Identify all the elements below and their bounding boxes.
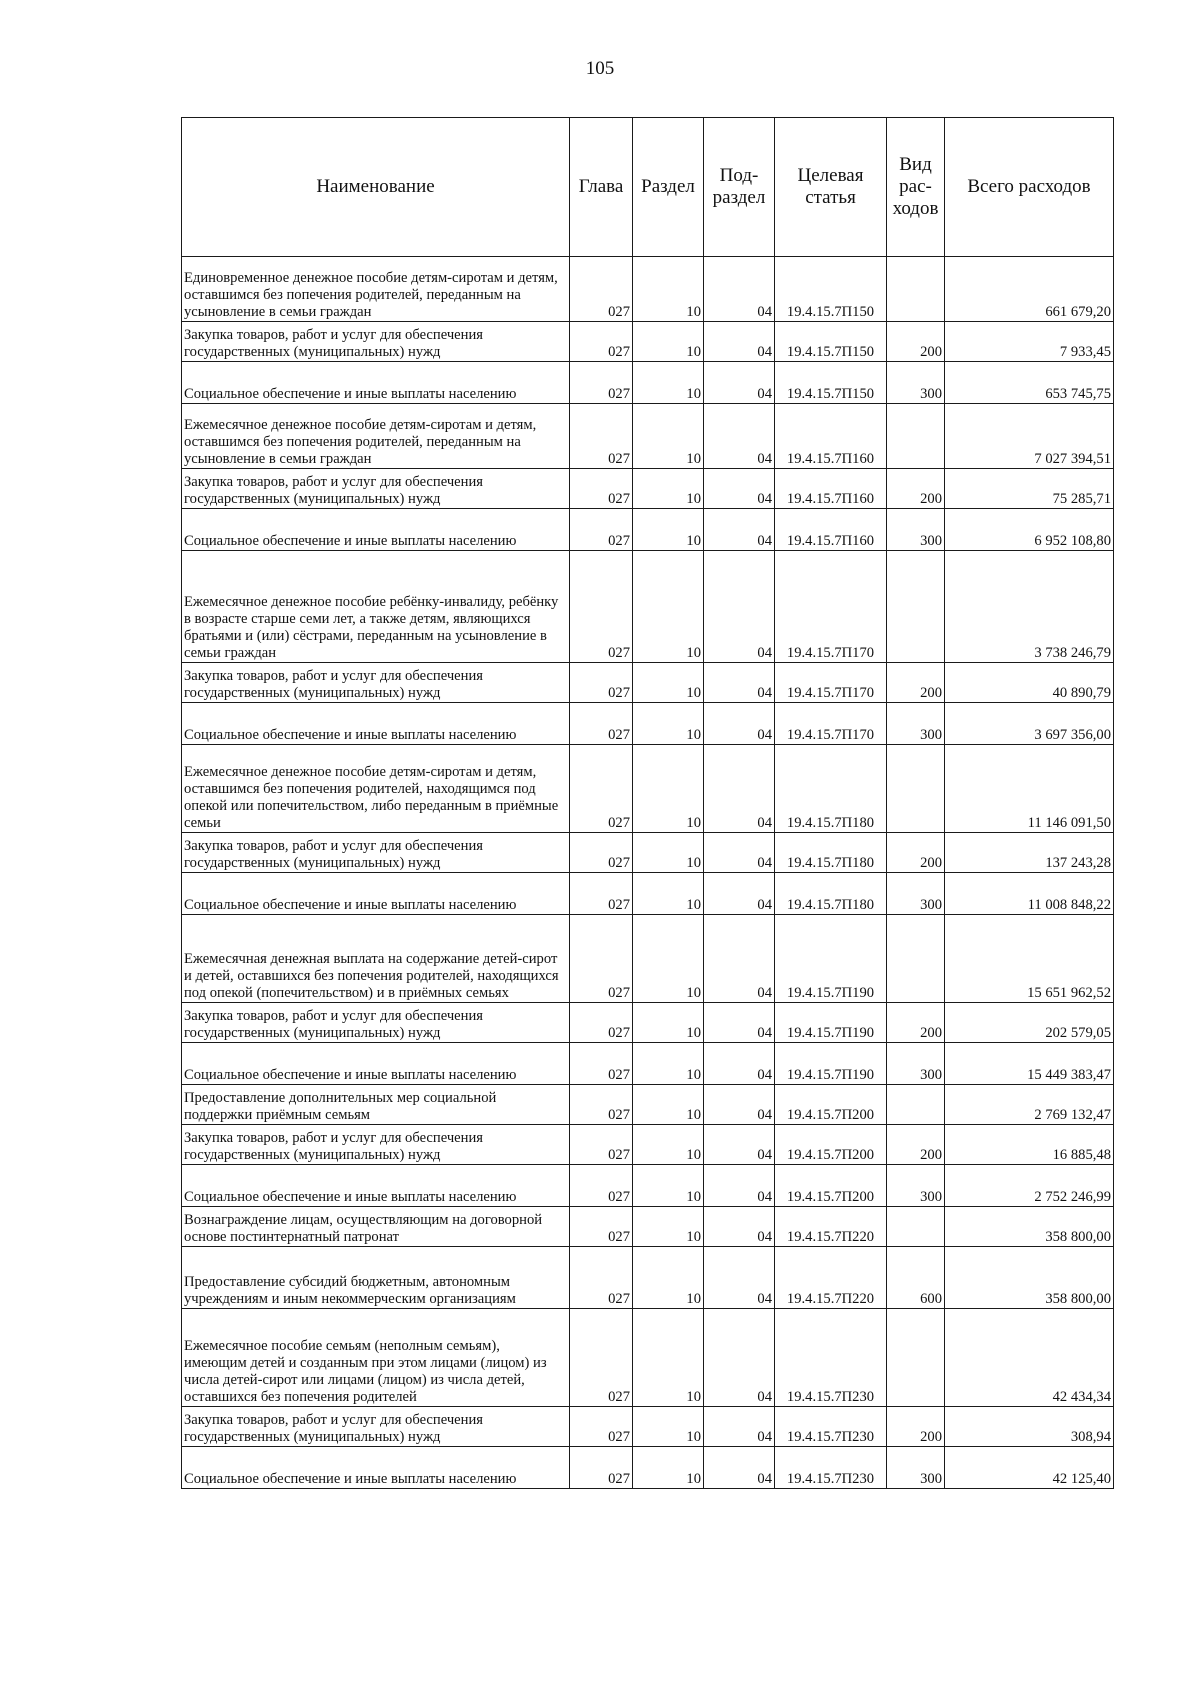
cell-total: 202 579,05	[945, 1003, 1114, 1043]
cell-total: 2 769 132,47	[945, 1085, 1114, 1125]
cell-subsection: 04	[704, 1309, 775, 1407]
table-row	[182, 1165, 1114, 1207]
cell-total: 137 243,28	[945, 833, 1114, 873]
cell-name: Социальное обеспечение и иные выплаты населению	[182, 1165, 570, 1207]
table-row	[182, 703, 1114, 745]
cell-subsection: 04	[704, 1247, 775, 1309]
header-name: Наименование	[182, 118, 570, 257]
cell-chapter: 027	[570, 915, 633, 1003]
table-row	[182, 663, 1114, 703]
cell-total: 42 434,34	[945, 1309, 1114, 1407]
cell-name: Ежемесячное денежное пособие детям-сиротам и детям, оставшимся без попечения родителей, находящимся под опекой или попечительством, либо переданным в приёмные семьи	[182, 745, 570, 833]
cell-total: 15 651 962,52	[945, 915, 1114, 1003]
cell-target: 19.4.15.7П200	[775, 1125, 887, 1165]
cell-expense-type: 200	[887, 663, 945, 703]
cell-chapter: 027	[570, 1207, 633, 1247]
cell-subsection: 04	[704, 1407, 775, 1447]
table-row	[182, 915, 1114, 1003]
cell-section: 10	[633, 1043, 704, 1085]
table-row	[182, 1407, 1114, 1447]
table-header	[182, 118, 1114, 257]
cell-expense-type	[887, 745, 945, 833]
cell-total: 653 745,75	[945, 362, 1114, 404]
cell-subsection: 04	[704, 703, 775, 745]
cell-chapter: 027	[570, 745, 633, 833]
cell-expense-type	[887, 404, 945, 469]
cell-subsection: 04	[704, 1043, 775, 1085]
table-row	[182, 1043, 1114, 1085]
table-row	[182, 833, 1114, 873]
table-row	[182, 404, 1114, 469]
cell-subsection: 04	[704, 1085, 775, 1125]
cell-section: 10	[633, 469, 704, 509]
cell-expense-type	[887, 1207, 945, 1247]
cell-expense-type: 300	[887, 1043, 945, 1085]
cell-section: 10	[633, 1207, 704, 1247]
page-number: 105	[585, 58, 615, 79]
cell-chapter: 027	[570, 1165, 633, 1207]
cell-section: 10	[633, 703, 704, 745]
cell-target: 19.4.15.7П160	[775, 509, 887, 551]
cell-expense-type	[887, 915, 945, 1003]
cell-subsection: 04	[704, 469, 775, 509]
cell-total: 358 800,00	[945, 1247, 1114, 1309]
cell-expense-type: 300	[887, 873, 945, 915]
cell-section: 10	[633, 362, 704, 404]
cell-target: 19.4.15.7П190	[775, 1003, 887, 1043]
header-total: Всего расходов	[945, 118, 1114, 257]
cell-target: 19.4.15.7П150	[775, 322, 887, 362]
cell-section: 10	[633, 745, 704, 833]
cell-name: Ежемесячное денежное пособие ребёнку-инвалиду, ребёнку в возрасте старше семи лет, а также детям, являющихся братьями и (или) сёстрами, переданным на усыновление в семьи граждан	[182, 551, 570, 663]
cell-total: 7 027 394,51	[945, 404, 1114, 469]
cell-name: Закупка товаров, работ и услуг для обеспечения государственных (муниципальных) нужд	[182, 833, 570, 873]
cell-expense-type	[887, 257, 945, 322]
cell-target: 19.4.15.7П180	[775, 873, 887, 915]
cell-total: 75 285,71	[945, 469, 1114, 509]
cell-subsection: 04	[704, 745, 775, 833]
table-row	[182, 509, 1114, 551]
cell-name: Предоставление дополнительных мер социальной поддержки приёмным семьям	[182, 1085, 570, 1125]
cell-target: 19.4.15.7П230	[775, 1447, 887, 1489]
cell-chapter: 027	[570, 1085, 633, 1125]
cell-section: 10	[633, 1247, 704, 1309]
cell-target: 19.4.15.7П220	[775, 1207, 887, 1247]
cell-total: 3 738 246,79	[945, 551, 1114, 663]
cell-expense-type: 200	[887, 1003, 945, 1043]
header-expense-type: Вид рас- ходов	[887, 118, 945, 257]
cell-chapter: 027	[570, 469, 633, 509]
cell-chapter: 027	[570, 1407, 633, 1447]
header-section: Раздел	[633, 118, 704, 257]
cell-subsection: 04	[704, 362, 775, 404]
cell-chapter: 027	[570, 551, 633, 663]
cell-total: 16 885,48	[945, 1125, 1114, 1165]
cell-target: 19.4.15.7П170	[775, 703, 887, 745]
cell-subsection: 04	[704, 663, 775, 703]
table-row	[182, 873, 1114, 915]
cell-expense-type: 200	[887, 833, 945, 873]
cell-name: Ежемесячная денежная выплата на содержание детей-сирот и детей, оставшихся без попечения родителей, находящихся под опекой (попечительством) и в приёмных семьях	[182, 915, 570, 1003]
cell-section: 10	[633, 833, 704, 873]
table-row	[182, 551, 1114, 663]
cell-target: 19.4.15.7П190	[775, 915, 887, 1003]
cell-name: Социальное обеспечение и иные выплаты населению	[182, 1043, 570, 1085]
cell-expense-type: 200	[887, 1125, 945, 1165]
cell-target: 19.4.15.7П180	[775, 745, 887, 833]
cell-total: 308,94	[945, 1407, 1114, 1447]
cell-chapter: 027	[570, 1447, 633, 1489]
cell-total: 11 008 848,22	[945, 873, 1114, 915]
header-target: Целевая статья	[775, 118, 887, 257]
cell-target: 19.4.15.7П230	[775, 1309, 887, 1407]
cell-expense-type: 300	[887, 703, 945, 745]
cell-expense-type: 300	[887, 1447, 945, 1489]
cell-subsection: 04	[704, 1207, 775, 1247]
cell-total: 3 697 356,00	[945, 703, 1114, 745]
cell-chapter: 027	[570, 1309, 633, 1407]
table-row	[182, 362, 1114, 404]
cell-name: Социальное обеспечение и иные выплаты населению	[182, 509, 570, 551]
header-chapter: Глава	[570, 118, 633, 257]
cell-subsection: 04	[704, 1125, 775, 1165]
cell-section: 10	[633, 1309, 704, 1407]
cell-subsection: 04	[704, 322, 775, 362]
cell-chapter: 027	[570, 873, 633, 915]
table-row	[182, 745, 1114, 833]
cell-name: Социальное обеспечение и иные выплаты населению	[182, 703, 570, 745]
table-row	[182, 1207, 1114, 1247]
table-body	[182, 257, 1114, 1489]
cell-section: 10	[633, 257, 704, 322]
cell-name: Закупка товаров, работ и услуг для обеспечения государственных (муниципальных) нужд	[182, 1003, 570, 1043]
table-row	[182, 469, 1114, 509]
cell-section: 10	[633, 1003, 704, 1043]
cell-section: 10	[633, 1165, 704, 1207]
cell-name: Вознаграждение лицам, осуществляющим на договорной основе постинтернатный патронат	[182, 1207, 570, 1247]
cell-expense-type: 600	[887, 1247, 945, 1309]
cell-chapter: 027	[570, 1043, 633, 1085]
cell-chapter: 027	[570, 703, 633, 745]
cell-section: 10	[633, 873, 704, 915]
cell-subsection: 04	[704, 915, 775, 1003]
cell-section: 10	[633, 322, 704, 362]
cell-total: 6 952 108,80	[945, 509, 1114, 551]
cell-target: 19.4.15.7П170	[775, 551, 887, 663]
table-row	[182, 1447, 1114, 1489]
cell-section: 10	[633, 1447, 704, 1489]
cell-name: Закупка товаров, работ и услуг для обеспечения государственных (муниципальных) нужд	[182, 1407, 570, 1447]
cell-total: 42 125,40	[945, 1447, 1114, 1489]
cell-total: 15 449 383,47	[945, 1043, 1114, 1085]
cell-expense-type: 300	[887, 1165, 945, 1207]
cell-subsection: 04	[704, 551, 775, 663]
cell-target: 19.4.15.7П230	[775, 1407, 887, 1447]
cell-total: 7 933,45	[945, 322, 1114, 362]
cell-chapter: 027	[570, 322, 633, 362]
table-row	[182, 1247, 1114, 1309]
cell-section: 10	[633, 1085, 704, 1125]
cell-subsection: 04	[704, 509, 775, 551]
cell-total: 11 146 091,50	[945, 745, 1114, 833]
cell-name: Закупка товаров, работ и услуг для обеспечения государственных (муниципальных) нужд	[182, 469, 570, 509]
cell-target: 19.4.15.7П200	[775, 1085, 887, 1125]
cell-subsection: 04	[704, 873, 775, 915]
cell-chapter: 027	[570, 1125, 633, 1165]
cell-chapter: 027	[570, 257, 633, 322]
cell-target: 19.4.15.7П150	[775, 257, 887, 322]
cell-section: 10	[633, 509, 704, 551]
cell-subsection: 04	[704, 833, 775, 873]
cell-total: 2 752 246,99	[945, 1165, 1114, 1207]
cell-chapter: 027	[570, 509, 633, 551]
cell-name: Закупка товаров, работ и услуг для обеспечения государственных (муниципальных) нужд	[182, 1125, 570, 1165]
cell-target: 19.4.15.7П180	[775, 833, 887, 873]
table-row	[182, 257, 1114, 322]
cell-name: Социальное обеспечение и иные выплаты населению	[182, 1447, 570, 1489]
cell-expense-type: 300	[887, 509, 945, 551]
cell-expense-type	[887, 1085, 945, 1125]
cell-subsection: 04	[704, 1165, 775, 1207]
cell-section: 10	[633, 663, 704, 703]
cell-expense-type: 300	[887, 362, 945, 404]
cell-expense-type: 200	[887, 1407, 945, 1447]
cell-section: 10	[633, 551, 704, 663]
cell-expense-type	[887, 1309, 945, 1407]
table-row	[182, 1309, 1114, 1407]
cell-total: 40 890,79	[945, 663, 1114, 703]
cell-expense-type	[887, 551, 945, 663]
table-row	[182, 1085, 1114, 1125]
cell-target: 19.4.15.7П170	[775, 663, 887, 703]
cell-section: 10	[633, 1407, 704, 1447]
cell-total: 661 679,20	[945, 257, 1114, 322]
cell-name: Ежемесячное пособие семьям (неполным семьям), имеющим детей и созданным при этом лицами (лицом) из числа детей-сирот или лицами (лицом) из числа детей, оставшихся без попечения родителей	[182, 1309, 570, 1407]
cell-target: 19.4.15.7П190	[775, 1043, 887, 1085]
cell-name: Закупка товаров, работ и услуг для обеспечения государственных (муниципальных) нужд	[182, 322, 570, 362]
cell-name: Единовременное денежное пособие детям-сиротам и детям, оставшимся без попечения родителей, переданным на усыновление в семьи граждан	[182, 257, 570, 322]
cell-target: 19.4.15.7П150	[775, 362, 887, 404]
cell-name: Социальное обеспечение и иные выплаты населению	[182, 362, 570, 404]
cell-chapter: 027	[570, 833, 633, 873]
cell-total: 358 800,00	[945, 1207, 1114, 1247]
cell-name: Закупка товаров, работ и услуг для обеспечения государственных (муниципальных) нужд	[182, 663, 570, 703]
cell-chapter: 027	[570, 1247, 633, 1309]
cell-subsection: 04	[704, 1447, 775, 1489]
cell-name: Социальное обеспечение и иные выплаты населению	[182, 873, 570, 915]
cell-chapter: 027	[570, 404, 633, 469]
cell-target: 19.4.15.7П160	[775, 404, 887, 469]
cell-section: 10	[633, 1125, 704, 1165]
cell-expense-type: 200	[887, 469, 945, 509]
cell-target: 19.4.15.7П200	[775, 1165, 887, 1207]
cell-chapter: 027	[570, 663, 633, 703]
header-subsection: Под- раздел	[704, 118, 775, 257]
cell-name: Предоставление субсидий бюджетным, автономным учреждениям и иным некоммерческим организациям	[182, 1247, 570, 1309]
cell-subsection: 04	[704, 404, 775, 469]
cell-chapter: 027	[570, 1003, 633, 1043]
table-row	[182, 322, 1114, 362]
cell-section: 10	[633, 915, 704, 1003]
cell-subsection: 04	[704, 257, 775, 322]
cell-subsection: 04	[704, 1003, 775, 1043]
budget-table	[181, 117, 1114, 1489]
table-row	[182, 1003, 1114, 1043]
cell-section: 10	[633, 404, 704, 469]
cell-chapter: 027	[570, 362, 633, 404]
cell-target: 19.4.15.7П220	[775, 1247, 887, 1309]
cell-target: 19.4.15.7П160	[775, 469, 887, 509]
table-row	[182, 1125, 1114, 1165]
cell-name: Ежемесячное денежное пособие детям-сиротам и детям, оставшимся без попечения родителей, переданным на усыновление в семьи граждан	[182, 404, 570, 469]
cell-expense-type: 200	[887, 322, 945, 362]
